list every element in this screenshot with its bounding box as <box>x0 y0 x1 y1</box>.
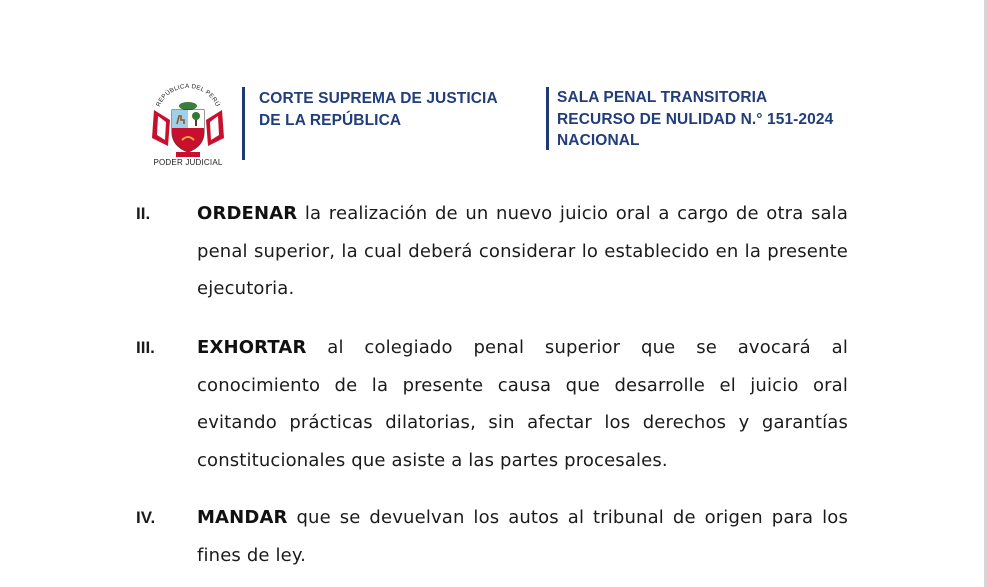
item-numeral: IV. <box>136 508 156 527</box>
header-divider-right <box>546 87 549 150</box>
court-line-1: CORTE SUPREMA DE JUSTICIA <box>259 90 498 107</box>
resolution-item-iii <box>136 329 848 479</box>
item-keyword: EXHORTAR <box>197 337 307 358</box>
case-number: RECURSO DE NULIDAD N.° 151-2024 <box>557 110 834 128</box>
logo-arc-text: REPÚBLICA DEL PERÚ <box>154 82 222 108</box>
item-body <box>197 329 848 479</box>
item-body <box>197 195 848 308</box>
item-text: que se devuelvan los autos al tribunal de origen para los fines de ley. <box>197 507 848 566</box>
court-line-2: DE LA REPÚBLICA <box>259 111 402 129</box>
item-keyword: MANDAR <box>197 507 288 528</box>
header-divider-left <box>242 87 245 160</box>
item-text: al colegiado penal superior que se avocará al conocimiento de la presente causa que desarrolle el juicio oral evitando prácticas dilatorias, sin afectar los derechos y garantías constitucionales que asiste a las partes procesales. <box>197 337 848 471</box>
chamber-line-3: NACIONAL <box>557 132 640 149</box>
court-name <box>259 88 498 131</box>
resolution-item-ii <box>136 195 848 308</box>
item-numeral: II. <box>136 204 151 223</box>
chamber-line-1: SALA PENAL TRANSITORIA <box>557 89 768 106</box>
item-numeral: III. <box>136 338 155 357</box>
item-keyword: ORDENAR <box>197 203 298 224</box>
item-body <box>197 499 848 574</box>
chamber-info <box>557 87 833 152</box>
logo-caption: PODER JUDICIAL <box>153 158 223 167</box>
resolution-item-iv <box>136 499 848 574</box>
item-text: la realización de un nuevo juicio oral a cargo de otra sala penal superior, la cual deberá considerar lo establecido en la presente ejecutoria. <box>197 203 848 299</box>
